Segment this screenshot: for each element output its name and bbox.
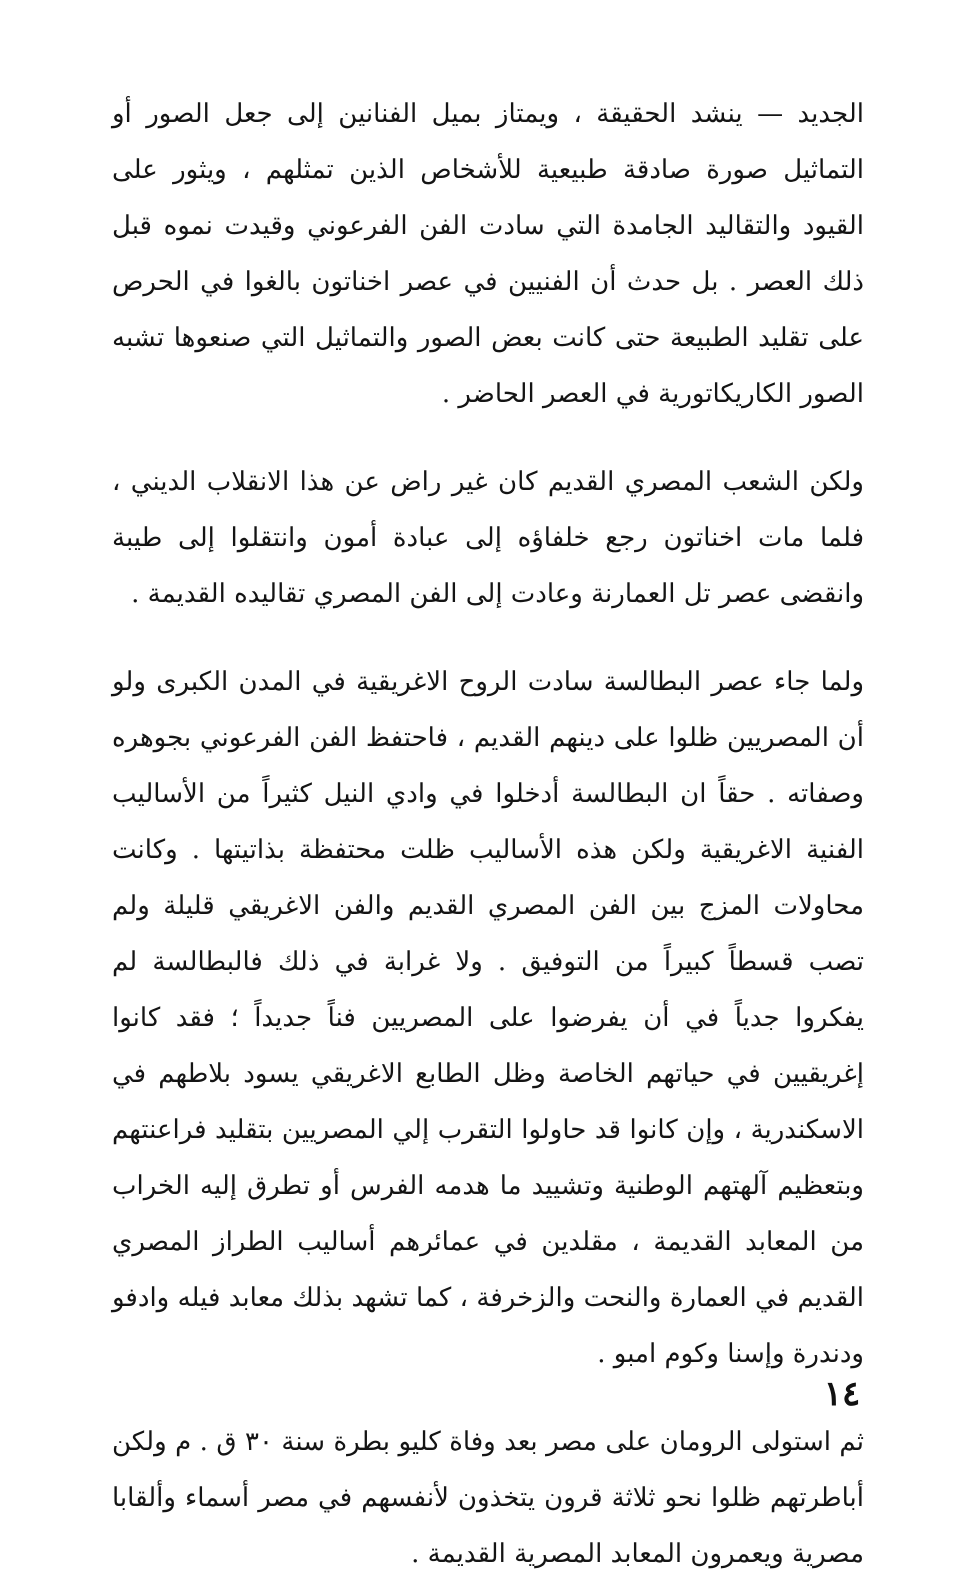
- page-body-text: [112, 86, 864, 1582]
- paragraph-roman-era: ثم استولى الرومان على مصر بعد وفاة كليو بطرة سنة ٣٠ ق . م ولكن أباطرتهم ظلوا نحو ثلاثة قرون يتخذون لأنفسهم في مصر أسماء وألقابا مصرية ويعمرون المعابد المصرية القديمة .: [112, 1427, 864, 1569]
- paragraph-ptolemaic-era: ولما جاء عصر البطالسة سادت الروح الاغريقية في المدن الكبرى ولو أن المصريين ظلوا على دينهم القديم ، فاحتفظ الفن الفرعوني بجوهره وصفاته . حقاً ان البطالسة أدخلوا في وادي النيل كثيراً من الأساليب الفنية الاغريقية ولكن هذه الأساليب ظلت محتفظة بذاتيتها . وكانت محاولات المزج بين الفن المصري القديم والفن الاغريقي قليلة ولم تصب قسطاً كبيراً من التوفيق . ولا غرابة في ذلك فالبطالسة لم يفكروا جدياً في أن يفرضوا على المصريين فناً جديداً ؛ فقد كانوا إغريقيين في حياتهم الخاصة وظل الطابع الاغريقي يسود بلاطهم في الاسكندرية ، وإن كانوا قد حاولوا التقرب إلي المصريين بتقليد فراعنتهم وبتعظيم آلهتهم الوطنية وتشييد ما هدمه الفرس أو تطرق إليه الخراب من المعابد القديمة ، مقلدين في عمائرهم أساليب الطراز المصري القديم في العمارة والنحت والزخرفة ، كما تشهد بذلك معابد فيله وادفو ودندرة وإسنا وكوم امبو .: [112, 667, 864, 1369]
- paragraph-akhenaten-art: الجديد — ينشد الحقيقة ، ويمتاز بميل الفنانين إلى جعل الصور أو التماثيل صورة صادقة طبيعية للأشخاص الذين تمثلهم ، ويثور على القيود والتقاليد الجامدة التي سادت الفن الفرعوني وقيدت نموه قبل ذلك العصر . بل حدث أن الفنيين في عصر اخناتون بالغوا في الحرص على تقليد الطبيعة حتى كانت بعض الصور والتماثيل التي صنعوها تشبه الصور الكاريكاتورية في العصر الحاضر .: [112, 99, 864, 409]
- page-number: ١٤: [823, 1374, 861, 1414]
- paragraph-return-to-tradition: ولكن الشعب المصري القديم كان غير راض عن هذا الانقلاب الديني ، فلما مات اخناتون رجع خلفاؤه إلى عبادة أمون وانتقلوا إلى طيبة وانقضى عصر تل العمارنة وعادت إلى الفن المصري تقاليده القديمة .: [112, 467, 864, 609]
